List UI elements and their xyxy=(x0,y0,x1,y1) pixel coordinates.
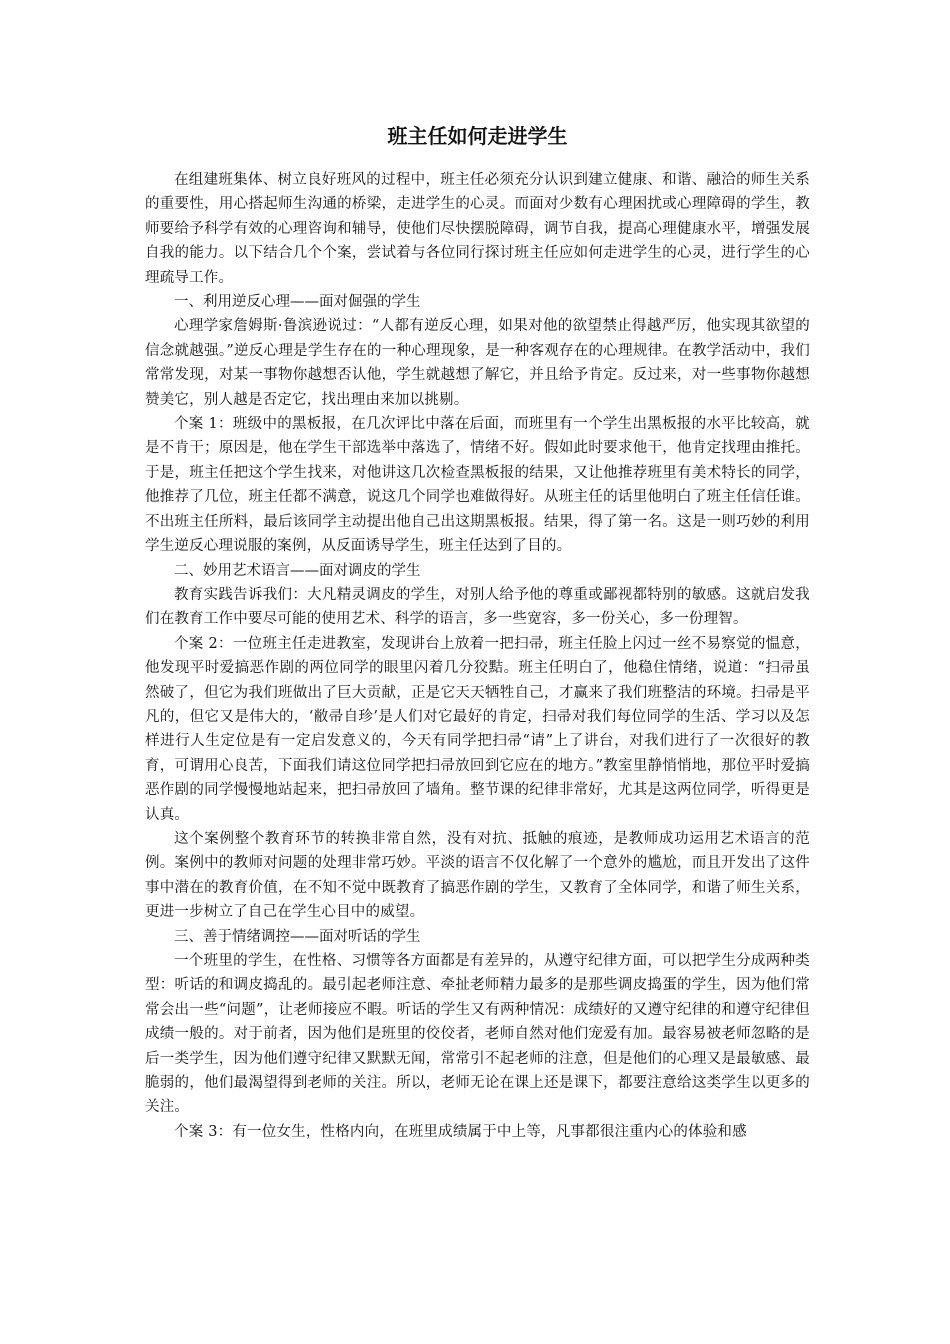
intro-paragraph: 在组建班集体、树立良好班风的过程中，班主任必须充分认识到建立健康、和谐、融洽的师生关系的重要性，用心搭起师生沟通的桥梁，走进学生的心灵。而面对少数有心理困扰或心理障碍的学生，教师要给予科学有效的心理咨询和辅导，使他们尽快摆脱障碍，调节自我，提高心理健康水平，增强发展自我的能力。以下结合几个个案，尝试着与各位同行探讨班主任应如何走进学生的心灵，进行学生的心理疏导工作。 xyxy=(145,172,810,286)
case-2-paragraph: 个案 2：一位班主任走进教室，发现讲台上放着一把扫帚，班主任脸上闪过一丝不易察觉的愠意，他发现平时爱搞恶作剧的两位同学的眼里闪着几分狡黠。班主任明白了，他稳住情绪，说道：“扫帚虽然破了，但它为我们班做出了巨大贡献，正是它天天牺牲自己，才赢来了我们班整洁的环境。扫帚是平凡的，但它又是伟大的，‘敝帚自珍’是人们对它最好的肯定，扫帚对我们每位同学的生活、学习以及怎样进行人生定位是有一定启发意义的，今天有同学把扫帚“请”上了讲台，对我们进行了一次很好的教育，可谓用心良苦，下面我们请这位同学把扫帚放回到它应在的地方。”教室里静悄悄地，那位平时爱搞恶作剧的同学慢慢地站起来，把扫帚放回了墙角。整节课的纪律非常好，尤其是这两位同学，听得更是认真。 xyxy=(145,635,810,823)
case-2-analysis-paragraph: 这个案例整个教育环节的转换非常自然，没有对抗、抵触的痕迹，是教师成功运用艺术语言的范例。案例中的教师对问题的处理非常巧妙。平淡的语言不仅化解了一个意外的尴尬，而且开发出了这件事中潜在的教育价值，在不知不觉中既教育了搞恶作剧的学生，又教育了全体同学，和谐了师生关系，更进一步树立了自己在学生心目中的威望。 xyxy=(145,830,810,921)
section-heading-1: 一、利用逆反心理——面对倔强的学生 xyxy=(174,294,421,311)
section-3-paragraph: 一个班里的学生，在性格、习惯等各方面都是有差异的，从遵守纪律方面，可以把学生分成两种类型：听话的和调皮捣乱的。最引起老师注意、牵扯老师精力最多的是那些调皮捣蛋的学生，因为他们常常会出一些“问题”，让老师接应不暇。听话的学生又有两种情况：成绩好的又遵守纪律的和遵守纪律但成绩一般的。对于前者，因为他们是班里的佼佼者，老师自然对他们宠爱有加。最容易被老师忽略的是后一类学生，因为他们遵守纪律又默默无闻，常常引不起老师的注意，但是他们的心理又是最敏感、最脆弱的，他们最渴望得到老师的关注。所以，老师无论在课上还是课下，都要注意给这类学生以更多的关注。 xyxy=(145,953,810,1116)
document-title: 班主任如何走进学生 xyxy=(387,124,568,148)
document-page xyxy=(145,118,810,1144)
section-heading-3: 三、善于情绪调控——面对听话的学生 xyxy=(174,928,421,945)
case-1-paragraph: 个案 1：班级中的黑板报，在几次评比中落在后面，而班里有一个学生出黑板报的水平比较高，就是不肯干；原因是，他在学生干部选举中落选了，情绪不好。假如此时要求他干，他肯定找理由推托。于是，班主任把这个学生找来，对他讲这几次检查黑板报的结果，又让他推荐班里有美术特长的同学，他推荐了几位，班主任都不满意，说这几个同学也难做得好。从班主任的话里他明白了班主任信任谁。不出班主任所料，最后该同学主动提出他自己出这期黑板报。结果，得了第一名。这是一则巧妙的利用学生逆反心理说服的案例，从反面诱导学生，班主任达到了目的。 xyxy=(145,416,810,555)
section-heading-2: 二、妙用艺术语言——面对调皮的学生 xyxy=(174,562,421,579)
section-2-paragraph: 教育实践告诉我们：大凡精灵调皮的学生，对别人给予他的尊重或鄙视都特别的敏感。这就启发我们在教育工作中要尽可能的使用艺术、科学的语言，多一些宽容，多一份关心，多一份理智。 xyxy=(145,586,810,628)
case-3-paragraph: 个案 3：有一位女生，性格内向，在班里成绩属于中上等，凡事都很注重内心的体验和感 xyxy=(174,1123,747,1140)
section-1-paragraph: 心理学家詹姆斯·鲁滨逊说过：“人都有逆反心理，如果对他的欲望禁止得越严厉，他实现其欲望的信念就越强。”逆反心理是学生存在的一种心理现象，是一种客观存在的心理规律。在教学活动中，我们常常发现，对某一事物你越想否认他，学生就越想了解它，并且给予肯定。反过来，对一些事物你越想赞美它，别人越是否定它，找出理由来加以挑剔。 xyxy=(145,318,810,408)
